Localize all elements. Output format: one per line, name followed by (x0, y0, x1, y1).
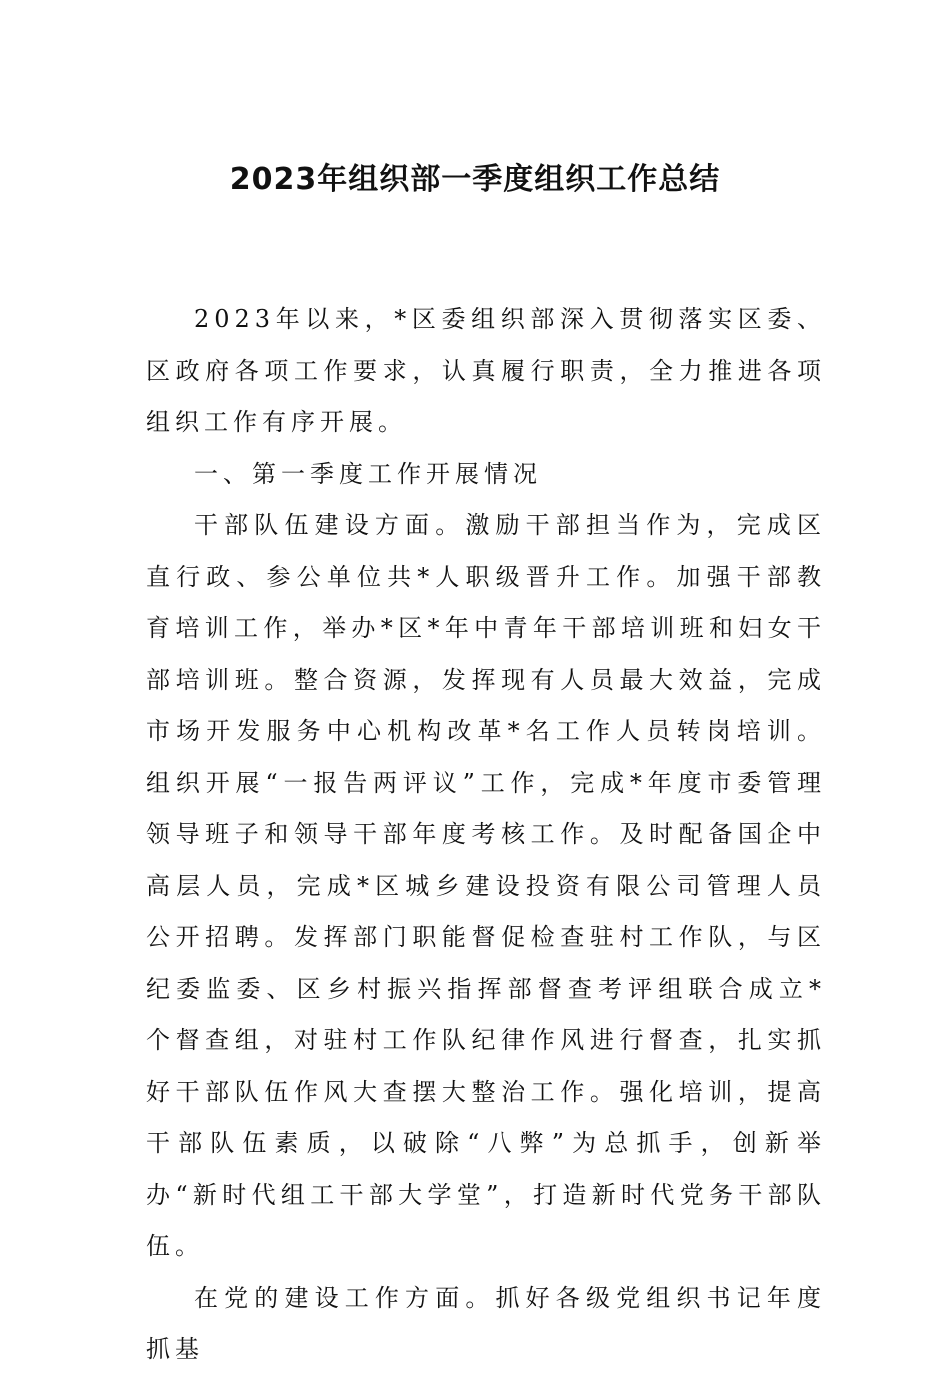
paragraph-cadre-team: 干部队伍建设方面。激励干部担当作为，完成区直行政、参公单位共*人职级晋升工作。加强干部教育培训工作，举办*区*年中青年干部培训班和妇女干部培训班。整合资源，发挥现有人员最大效益，完成市场开发服务中心机构改革*名工作人员转岗培训。组织开展“一报告两评议”工作，完成*年度市委管理领导班子和领导干部年度考核工作。及时配备国企中高层人员，完成*区城乡建设投资有限公司管理人员公开招聘。发挥部门职能督促检查驻村工作队，与区纪委监委、区乡村振兴指挥部督查考评组联合成立*个督查组，对驻村工作队纪律作风进行督查，扎实抓好干部队伍作风大查摆大整治工作。强化培训，提高干部队伍素质，以破除“八弊”为总抓手，创新举办“新时代组工干部大学堂”，打造新时代党务干部队伍。 (146, 511, 826, 1260)
paragraph-intro: 2023年以来，*区委组织部深入贯彻落实区委、区政府各项工作要求，认真履行职责，全力推进各项组织工作有序开展。 (146, 305, 826, 436)
paragraph-party-building: 在党的建设工作方面。抓好各级党组织书记年度抓基 (146, 1283, 826, 1363)
document-body (146, 294, 826, 1376)
section-heading-q1-work: 一、第一季度工作开展情况 (194, 459, 542, 488)
document-title: 2023年组织部一季度组织工作总结 (229, 162, 721, 197)
